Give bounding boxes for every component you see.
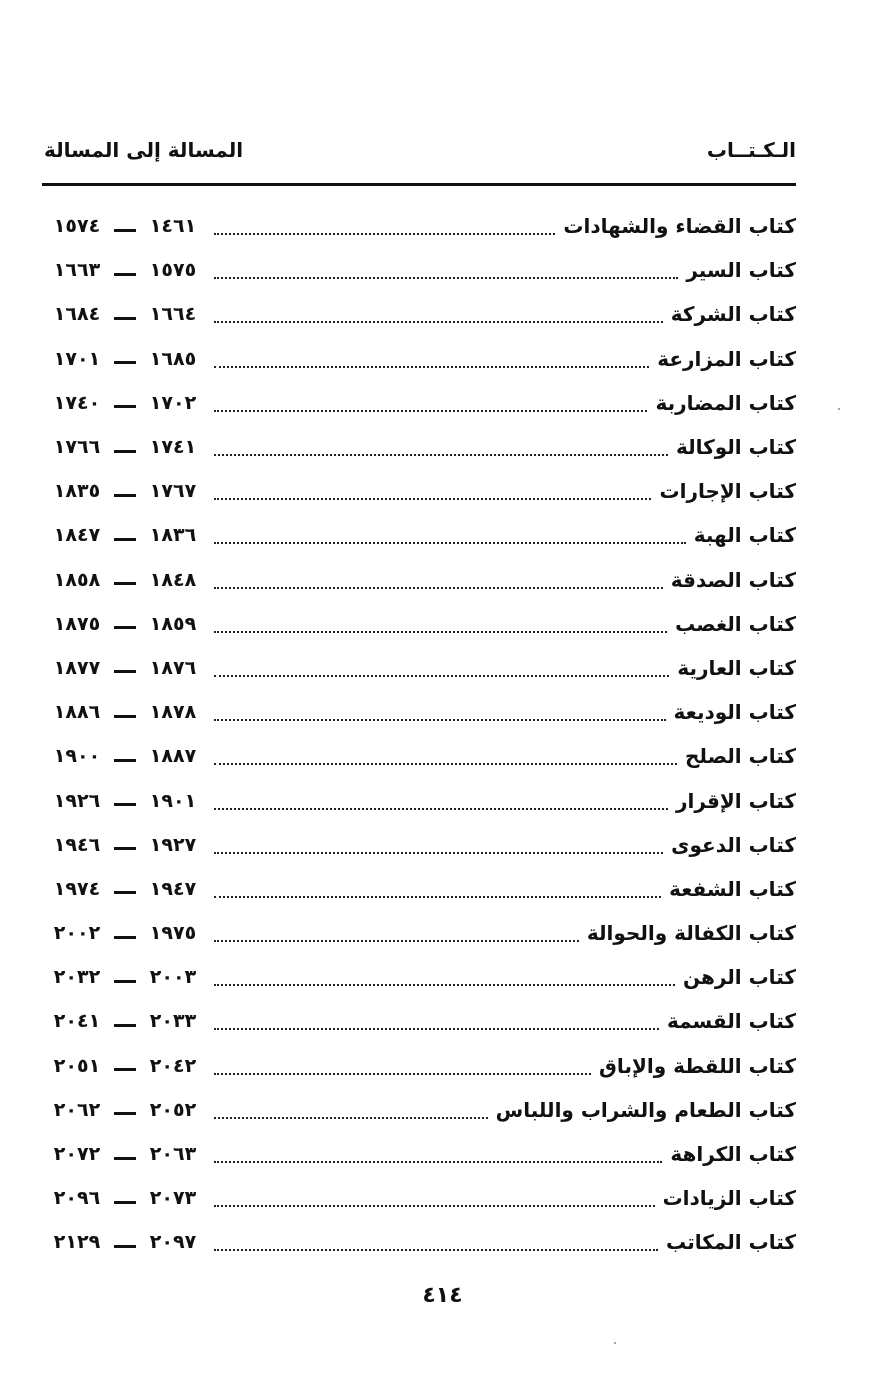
range-end: ٢٠٣٢: [53, 966, 101, 989]
dot-leader: [214, 277, 678, 279]
dot-leader: [214, 719, 666, 721]
toc-entry: [44, 999, 796, 1043]
range-dash: [114, 759, 136, 762]
range-start: ١٨٥٩: [149, 612, 197, 635]
toc-entry: [44, 778, 796, 822]
dot-leader: [214, 321, 663, 323]
page-range: [44, 834, 206, 856]
range-end: ١٩٧٤: [53, 877, 101, 900]
range-start: ١٩٤٧: [149, 877, 197, 900]
page-range: [44, 259, 206, 281]
range-end: ٢٠٩٦: [53, 1187, 101, 1210]
range-end: ٢٠٥١: [53, 1054, 101, 1077]
dot-leader: [214, 675, 669, 677]
range-start: ١٩٢٧: [149, 833, 197, 856]
range-start: ٢٠٥٢: [149, 1098, 197, 1121]
range-start: ١٧٠٢: [149, 391, 197, 414]
dot-leader: [214, 587, 663, 589]
page-range: [44, 745, 206, 767]
range-start: ١٩٠١: [149, 789, 197, 812]
range-dash: [114, 847, 136, 850]
toc-entry-title: كتاب السير: [686, 258, 796, 283]
page-range: [44, 1187, 206, 1209]
toc-entry: [44, 1176, 796, 1220]
toc-entry: [44, 734, 796, 778]
running-header: [44, 132, 796, 168]
page-range: [44, 1055, 206, 1077]
range-start: ١٦٦٤: [149, 303, 197, 326]
dot-leader: [214, 454, 668, 456]
range-dash: [114, 670, 136, 673]
range-dash: [114, 273, 136, 276]
page-range: [44, 215, 206, 237]
dot-leader: [214, 410, 647, 412]
dot-leader: [214, 542, 686, 544]
toc-entry: [44, 469, 796, 513]
toc-entry-title: كتاب الزيادات: [662, 1186, 796, 1211]
toc-entry-title: كتاب الصلح: [684, 744, 796, 769]
range-dash: [114, 229, 136, 232]
range-dash: [114, 936, 136, 939]
dot-leader: [214, 896, 661, 898]
range-dash: [114, 1201, 136, 1204]
toc-entry: [44, 204, 796, 248]
toc-entry: [44, 292, 796, 336]
range-start: ١٨٧٦: [149, 656, 197, 679]
range-start: ١٨٨٧: [149, 745, 197, 768]
dot-leader: [214, 631, 667, 633]
toc-entry: [44, 513, 796, 557]
range-end: ١٦٨٤: [53, 303, 101, 326]
toc-entry-title: كتاب الإقرار: [675, 788, 796, 813]
range-dash: [114, 1024, 136, 1027]
toc-entry-title: كتاب الكراهة: [670, 1142, 796, 1167]
toc-entry: [44, 1220, 796, 1264]
range-end: ١٨٥٨: [53, 568, 101, 591]
range-end: ١٨٨٦: [53, 701, 101, 724]
page-range: [44, 1231, 206, 1253]
range-start: ٢٠٩٧: [149, 1231, 197, 1254]
scan-speck: [838, 408, 840, 410]
page-number: ٤١٤: [422, 1283, 463, 1308]
toc-entry: [44, 381, 796, 425]
page-range: [44, 790, 206, 812]
toc-entry: [44, 602, 796, 646]
dot-leader: [214, 808, 668, 810]
range-start: ١٦٨٥: [149, 347, 197, 370]
toc-entry-title: كتاب الرهن: [682, 965, 796, 990]
toc-entry: [44, 337, 796, 381]
toc-entry: [44, 1088, 796, 1132]
range-start: ١٨٣٦: [149, 524, 197, 547]
range-end: ١٨٣٥: [53, 480, 101, 503]
toc-entry: [44, 955, 796, 999]
page-range: [44, 303, 206, 325]
toc-entry-title: كتاب الغصب: [675, 611, 796, 636]
range-end: ٢٠٦٢: [53, 1098, 101, 1121]
range-dash: [114, 317, 136, 320]
toc-entry: [44, 690, 796, 734]
page-range: [44, 1010, 206, 1032]
header-rule: [42, 183, 796, 186]
range-end: ١٩٤٦: [53, 833, 101, 856]
toc-entry-title: كتاب الإجارات: [659, 479, 796, 504]
range-start: ٢٠٣٣: [149, 1010, 197, 1033]
toc-entry: [44, 867, 796, 911]
range-dash: [114, 1068, 136, 1071]
dot-leader: [214, 763, 677, 765]
page-range: [44, 480, 206, 502]
range-end: ١٧٠١: [53, 347, 101, 370]
page-range: [44, 966, 206, 988]
page-range: [44, 1143, 206, 1165]
range-end: ١٨٧٧: [53, 656, 101, 679]
dot-leader: [214, 1117, 488, 1119]
range-end: ١٩٢٦: [53, 789, 101, 812]
range-dash: [114, 1157, 136, 1160]
toc-entry-title: كتاب الطعام والشراب واللباس: [495, 1097, 796, 1122]
dot-leader: [214, 940, 579, 942]
range-dash: [114, 626, 136, 629]
range-end: ١٥٧٤: [53, 215, 101, 238]
toc-entry-title: كتاب الدعوى: [671, 832, 796, 857]
dot-leader: [214, 1161, 662, 1163]
toc-entry-title: كتاب القسمة: [666, 1009, 796, 1034]
range-end: ١٦٦٣: [53, 259, 101, 282]
section-title: الـكـتــاب: [706, 138, 796, 162]
toc-entry-title: كتاب اللقطة والإباق: [599, 1053, 796, 1078]
page-range: [44, 436, 206, 458]
range-end: ٢٠٤١: [53, 1010, 101, 1033]
dot-leader: [214, 498, 651, 500]
range-end: ١٨٤٧: [53, 524, 101, 547]
range-dash: [114, 494, 136, 497]
toc-entry: [44, 425, 796, 469]
toc-entry-title: كتاب الوكالة: [675, 435, 796, 460]
toc-entry-title: كتاب القضاء والشهادات: [563, 214, 796, 239]
toc-entry-title: كتاب الصدقة: [670, 567, 796, 592]
toc-entry: [44, 823, 796, 867]
range-start: ١٥٧٥: [149, 259, 197, 282]
dot-leader: [214, 366, 649, 368]
page-range: [44, 569, 206, 591]
range-start: ١٨٤٨: [149, 568, 197, 591]
dot-leader: [214, 1249, 658, 1251]
range-start: ١٨٧٨: [149, 701, 197, 724]
table-of-contents: [44, 204, 796, 1265]
range-end: ١٧٤٠: [53, 391, 101, 414]
page-range: [44, 922, 206, 944]
range-end: ٢٠٧٢: [53, 1143, 101, 1166]
page-range: [44, 613, 206, 635]
scan-speck: [614, 1342, 616, 1344]
toc-entry: [44, 248, 796, 292]
dot-leader: [214, 1205, 655, 1207]
toc-entry: [44, 911, 796, 955]
range-start: ١٧٦٧: [149, 480, 197, 503]
page-range: [44, 524, 206, 546]
page-range: [44, 392, 206, 414]
range-dash: [114, 715, 136, 718]
range-start: ٢٠٦٣: [149, 1143, 197, 1166]
range-start: ٢٠٠٣: [149, 966, 197, 989]
page-range: [44, 348, 206, 370]
range-start: ١٤٦١: [149, 215, 197, 238]
dot-leader: [214, 852, 663, 854]
range-end: ١٨٧٥: [53, 612, 101, 635]
range-dash: [114, 1245, 136, 1248]
range-end: ٢١٢٩: [53, 1231, 101, 1254]
dot-leader: [214, 984, 675, 986]
toc-entry-title: كتاب العارية: [677, 655, 796, 680]
toc-entry-title: كتاب المزارعة: [657, 346, 796, 371]
range-end: ١٩٠٠: [53, 745, 101, 768]
range-dash: [114, 361, 136, 364]
page-range: [44, 878, 206, 900]
toc-entry-title: كتاب المكاتب: [666, 1230, 796, 1255]
toc-entry-title: كتاب المضاربة: [655, 390, 796, 415]
book-title: المسالة إلى المسالة: [44, 138, 244, 162]
range-dash: [114, 582, 136, 585]
toc-entry-title: كتاب الهبة: [693, 523, 796, 548]
range-start: ١٧٤١: [149, 436, 197, 459]
toc-entry: [44, 558, 796, 602]
range-dash: [114, 803, 136, 806]
range-start: ٢٠٤٢: [149, 1054, 197, 1077]
range-start: ٢٠٧٣: [149, 1187, 197, 1210]
range-dash: [114, 980, 136, 983]
toc-entry: [44, 1044, 796, 1088]
range-dash: [114, 405, 136, 408]
range-dash: [114, 538, 136, 541]
toc-entry-title: كتاب الكفالة والحوالة: [586, 921, 796, 946]
range-end: ٢٠٠٢: [53, 922, 101, 945]
dot-leader: [214, 233, 555, 235]
range-dash: [114, 450, 136, 453]
range-dash: [114, 891, 136, 894]
toc-entry: [44, 1132, 796, 1176]
range-end: ١٧٦٦: [53, 436, 101, 459]
range-start: ١٩٧٥: [149, 922, 197, 945]
toc-entry: [44, 646, 796, 690]
page-range: [44, 701, 206, 723]
toc-entry-title: كتاب الشفعة: [669, 876, 796, 901]
dot-leader: [214, 1028, 659, 1030]
range-dash: [114, 1112, 136, 1115]
page-range: [44, 657, 206, 679]
page-range: [44, 1099, 206, 1121]
toc-entry-title: كتاب الوديعة: [673, 700, 796, 725]
dot-leader: [214, 1073, 591, 1075]
toc-entry-title: كتاب الشركة: [670, 302, 796, 327]
